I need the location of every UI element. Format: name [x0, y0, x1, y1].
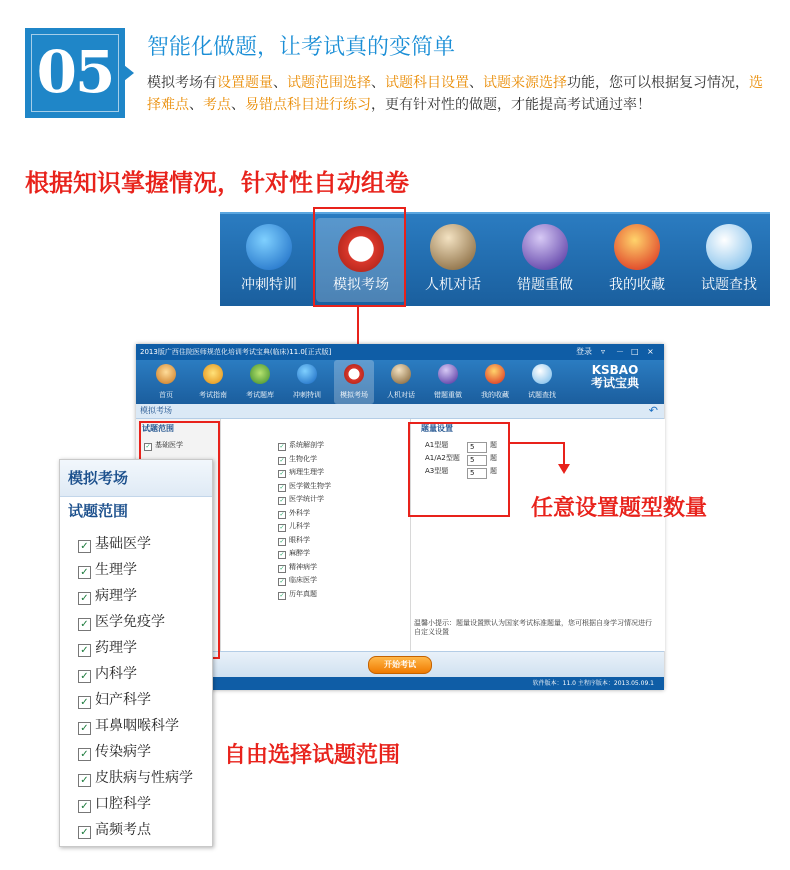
scope-checkbox-item[interactable]: [278, 493, 324, 506]
magnifier-icon: [532, 364, 552, 384]
question-type-label: A1/A2型题: [425, 454, 460, 462]
section-description: [147, 72, 767, 116]
page-subheader: [136, 404, 664, 419]
books-icon: [250, 364, 270, 384]
scope-item-label: 医学微生物学: [289, 481, 331, 490]
quantity-input[interactable]: 5: [467, 442, 487, 453]
gem-icon: [485, 364, 505, 384]
hint-text: 温馨小提示：题量设置默认为国家考试标准题量，您可根据自身学习情况进行自定义设置: [414, 619, 652, 636]
feature-keyword: 试题来源选择: [483, 75, 567, 91]
checkbox-checked-icon[interactable]: ✓: [78, 618, 91, 631]
zoom-item-label: 病理学: [95, 588, 137, 604]
toolbar-button-label: 我的收藏: [609, 277, 665, 293]
app-toolbar-label: 试题查找: [528, 391, 556, 399]
scope-pane-right: [221, 419, 409, 651]
scope-item-label: 系统解剖学: [289, 441, 324, 449]
scope-item-label: 眼科学: [289, 535, 310, 544]
scope-checkbox-item[interactable]: [278, 520, 310, 533]
status-bar: [136, 677, 664, 690]
checkbox-checked-icon[interactable]: ✓: [78, 592, 91, 605]
zoom-panel-subtitle: 试题范围: [68, 502, 129, 520]
app-toolbar-label: 人机对话: [387, 391, 415, 399]
brand-logo-text: KSBAO: [591, 363, 639, 377]
close-icon[interactable]: ×: [647, 347, 654, 356]
checkbox-checked-icon[interactable]: ✓: [78, 540, 91, 553]
scope-checkbox-item[interactable]: [278, 588, 317, 601]
zoom-item-label: 基础医学: [95, 536, 151, 552]
back-arrow-icon[interactable]: ↶: [648, 404, 658, 417]
zoom-item-label: 生理学: [95, 562, 137, 578]
description-text: 、: [189, 97, 203, 113]
description-text: 、: [371, 75, 385, 91]
feature-title: 根据知识掌握情况，针对性自动组卷: [25, 169, 409, 197]
app-toolbar-button-4[interactable]: [287, 360, 327, 404]
scope-checkbox-item[interactable]: [278, 480, 331, 493]
app-toolbar-button-9[interactable]: [522, 360, 562, 404]
scope-item-label: 生物化学: [289, 454, 317, 463]
page-title: 模拟考场: [140, 406, 172, 415]
callout-quantity: 任意设置题型数量: [531, 496, 708, 521]
zoom-item-label: 医学免疫学: [95, 614, 165, 630]
feature-keyword: 易错点科目进行练习: [245, 97, 371, 113]
scope-checkbox-item[interactable]: [278, 561, 317, 574]
app-toolbar-button-8[interactable]: [475, 360, 515, 404]
scope-item-label: 精神病学: [289, 562, 317, 571]
feature-keyword: 试题科目设置: [385, 75, 469, 91]
checkbox-checked-icon[interactable]: ✓: [279, 591, 285, 599]
checkbox-checked-icon[interactable]: ✓: [78, 566, 91, 579]
app-toolbar-button-1[interactable]: [146, 360, 186, 404]
app-toolbar-label: 模拟考场: [340, 391, 368, 399]
app-toolbar-label: 考试指南: [199, 391, 227, 399]
version-text: 软件版本：11.0 主程序版本：2013.05.09.1: [532, 680, 654, 687]
pen-icon: [522, 224, 568, 270]
toolbar-button-label: 冲刺特训: [241, 277, 297, 293]
app-toolbar-button-6[interactable]: [381, 360, 421, 404]
toolbar-button-6[interactable]: [684, 214, 774, 306]
chess-knight-icon: [391, 364, 411, 384]
app-toolbar-label: 首页: [159, 391, 173, 399]
checkbox-checked-icon[interactable]: ✓: [279, 578, 285, 585]
zoom-item-label: 药理学: [95, 640, 137, 656]
description-text: 、: [273, 75, 287, 91]
zoom-checkbox-item[interactable]: [78, 716, 179, 736]
zoom-checkbox-item[interactable]: [78, 742, 151, 762]
app-toolbar-button-2[interactable]: [193, 360, 233, 404]
checkbox-checked-icon[interactable]: ✓: [279, 564, 285, 572]
pen-icon: [438, 364, 458, 384]
start-exam-button[interactable]: 开始考试: [368, 656, 432, 674]
scope-item-label: 临床医学: [289, 576, 317, 584]
checkbox-checked-icon[interactable]: ✓: [279, 456, 285, 464]
zoom-item-label: 耳鼻咽喉科学: [95, 718, 179, 734]
scope-item-label: 历年真题: [289, 589, 317, 598]
runner-icon: [246, 224, 292, 270]
house-icon: [156, 364, 176, 384]
scope-item-label: 外科学: [289, 508, 310, 517]
scope-item-label: 病理生理学: [289, 468, 324, 476]
toolbar-button-label: 试题查找: [701, 277, 757, 293]
toolbar-button-5[interactable]: [592, 214, 682, 306]
checkbox-checked-icon[interactable]: ✓: [78, 748, 91, 761]
chess-knight-icon: [430, 224, 476, 270]
question-type-label: A1型题: [425, 441, 449, 449]
scope-zoom-panel: [59, 459, 213, 847]
menu-icon[interactable]: ▿: [601, 347, 606, 356]
description-text: 、: [231, 97, 245, 113]
question-type-label: A3型题: [425, 467, 449, 475]
zoom-item-label: 传染病学: [95, 744, 151, 760]
toolbar-button-4[interactable]: [500, 214, 590, 306]
maximize-icon[interactable]: □: [631, 347, 639, 356]
quantity-unit: 题: [490, 467, 497, 475]
scope-checkbox-item[interactable]: [278, 547, 310, 560]
zoom-checkbox-item[interactable]: [78, 690, 151, 710]
app-toolbar-button-7[interactable]: [428, 360, 468, 404]
app-toolbar-button-5[interactable]: [334, 360, 374, 404]
zoom-checkbox-item[interactable]: [78, 820, 151, 840]
checkbox-checked-icon[interactable]: ✓: [279, 537, 285, 545]
feature-keyword: 选择难点: [147, 75, 763, 113]
toolbar-button-3[interactable]: [408, 214, 498, 306]
section-number-badge: [25, 28, 125, 118]
connector-line-v: [563, 442, 565, 466]
checkbox-checked-icon[interactable]: ✓: [279, 483, 285, 491]
scope-item-label: 医学统计学: [289, 495, 324, 503]
checkbox-checked-icon[interactable]: ✓: [78, 644, 91, 657]
toolbar-button-1[interactable]: [224, 214, 314, 306]
feature-keyword: 设置题量: [217, 75, 273, 91]
app-toolbar: [136, 360, 664, 404]
gem-icon: [614, 224, 660, 270]
checkbox-checked-icon[interactable]: ✓: [78, 826, 91, 839]
checkbox-checked-icon[interactable]: ✓: [78, 696, 91, 709]
zoom-checkbox-item[interactable]: [78, 612, 165, 632]
feature-keyword: 试题范围选择: [287, 75, 371, 91]
scope-checkbox-item[interactable]: [278, 439, 324, 452]
compass-icon: [203, 364, 223, 384]
quantity-unit: 题: [490, 454, 497, 462]
zoom-panel-title: 模拟考场: [60, 460, 212, 497]
zoom-item-label: 高频考点: [95, 822, 151, 838]
toolbar-button-label: 人机对话: [425, 277, 481, 293]
zoom-checkbox-item[interactable]: [78, 664, 137, 684]
runner-icon: [297, 364, 317, 384]
window-title: 2013版广西住院医师规范化培训考试宝典(临床)11.0[正式版]: [140, 348, 332, 356]
checkbox-checked-icon[interactable]: ✓: [279, 551, 285, 558]
brand-logo: [591, 364, 639, 390]
checkbox-checked-icon[interactable]: ✓: [78, 722, 91, 735]
section-heading: 智能化做题，让考试真的变简单: [147, 35, 456, 60]
description-text: ，更有针对性的做题，才能提高考试通过率！: [371, 97, 651, 113]
zoom-item-label: 妇产科学: [95, 692, 151, 708]
window-titlebar: [136, 344, 664, 360]
scope-checkbox-item[interactable]: [278, 507, 310, 520]
checkbox-checked-icon[interactable]: ✓: [78, 670, 91, 683]
app-toolbar-label: 错题重做: [434, 391, 462, 399]
scope-checkbox-item[interactable]: [278, 466, 324, 479]
feature-keyword: 考点: [203, 97, 231, 113]
description-text: 功能，您可以根据复习情况，: [567, 75, 749, 91]
callout-scope: 自由选择试题范围: [224, 743, 401, 768]
minimize-icon[interactable]: －: [616, 347, 624, 356]
highlight-frame-quantity: [408, 422, 510, 517]
checkbox-checked-icon[interactable]: ✓: [145, 443, 151, 450]
scope-item-label: 麻醉学: [289, 549, 310, 557]
magnifier-icon: [706, 224, 752, 270]
scope-checkbox-item[interactable]: [278, 534, 310, 547]
main-toolbar-zoomed: [220, 212, 770, 306]
brand-logo-subtext: 考试宝典: [591, 376, 640, 390]
checkbox-checked-icon[interactable]: ✓: [279, 510, 285, 518]
scope-item-label: 基础医学: [155, 441, 183, 449]
scope-checkbox-item[interactable]: [278, 453, 317, 466]
zoom-checkbox-item[interactable]: [78, 638, 137, 658]
quantity-heading: 题量设置: [421, 424, 453, 433]
description-text: 模拟考场有: [147, 75, 217, 91]
zoom-checkbox-item[interactable]: [78, 560, 137, 580]
zoom-item-label: 内科学: [95, 666, 137, 682]
checkbox-checked-icon[interactable]: ✓: [279, 497, 285, 504]
checkbox-checked-icon[interactable]: ✓: [279, 470, 285, 477]
login-link[interactable]: 登录: [576, 347, 592, 356]
toolbar-button-label: 错题重做: [517, 277, 573, 293]
zoom-checkbox-item[interactable]: [78, 534, 151, 554]
zoom-checkbox-item[interactable]: [78, 794, 151, 814]
quantity-input[interactable]: 5: [467, 455, 487, 466]
scope-checkbox-item[interactable]: [278, 574, 317, 587]
zoom-checkbox-item[interactable]: [78, 586, 137, 606]
quantity-input[interactable]: 5: [467, 468, 487, 479]
clock-icon: [344, 364, 364, 384]
app-toolbar-button-3[interactable]: [240, 360, 280, 404]
quantity-unit: 题: [490, 441, 497, 449]
arrow-down-icon: [558, 464, 570, 474]
scope-heading: 试题范围: [142, 424, 174, 433]
app-toolbar-label: 我的收藏: [481, 391, 509, 399]
highlight-frame-toolbar: [313, 207, 406, 307]
checkbox-checked-icon[interactable]: ✓: [78, 800, 91, 813]
zoom-item-label: 皮肤病与性病学: [95, 770, 193, 786]
checkbox-checked-icon[interactable]: ✓: [279, 443, 285, 450]
zoom-checkbox-item[interactable]: [78, 768, 193, 788]
app-toolbar-label: 考试题库: [246, 391, 274, 399]
connector-line-h: [510, 442, 565, 444]
scope-item-label: 儿科学: [289, 522, 310, 530]
checkbox-checked-icon[interactable]: ✓: [279, 524, 285, 531]
checkbox-checked-icon[interactable]: ✓: [78, 774, 91, 787]
description-text: 、: [469, 75, 483, 91]
toolbar-button-label: 模拟考场: [333, 277, 389, 293]
app-toolbar-label: 冲刺特训: [293, 391, 321, 399]
zoom-item-label: 口腔科学: [95, 796, 151, 812]
section-number: 05: [36, 38, 114, 106]
